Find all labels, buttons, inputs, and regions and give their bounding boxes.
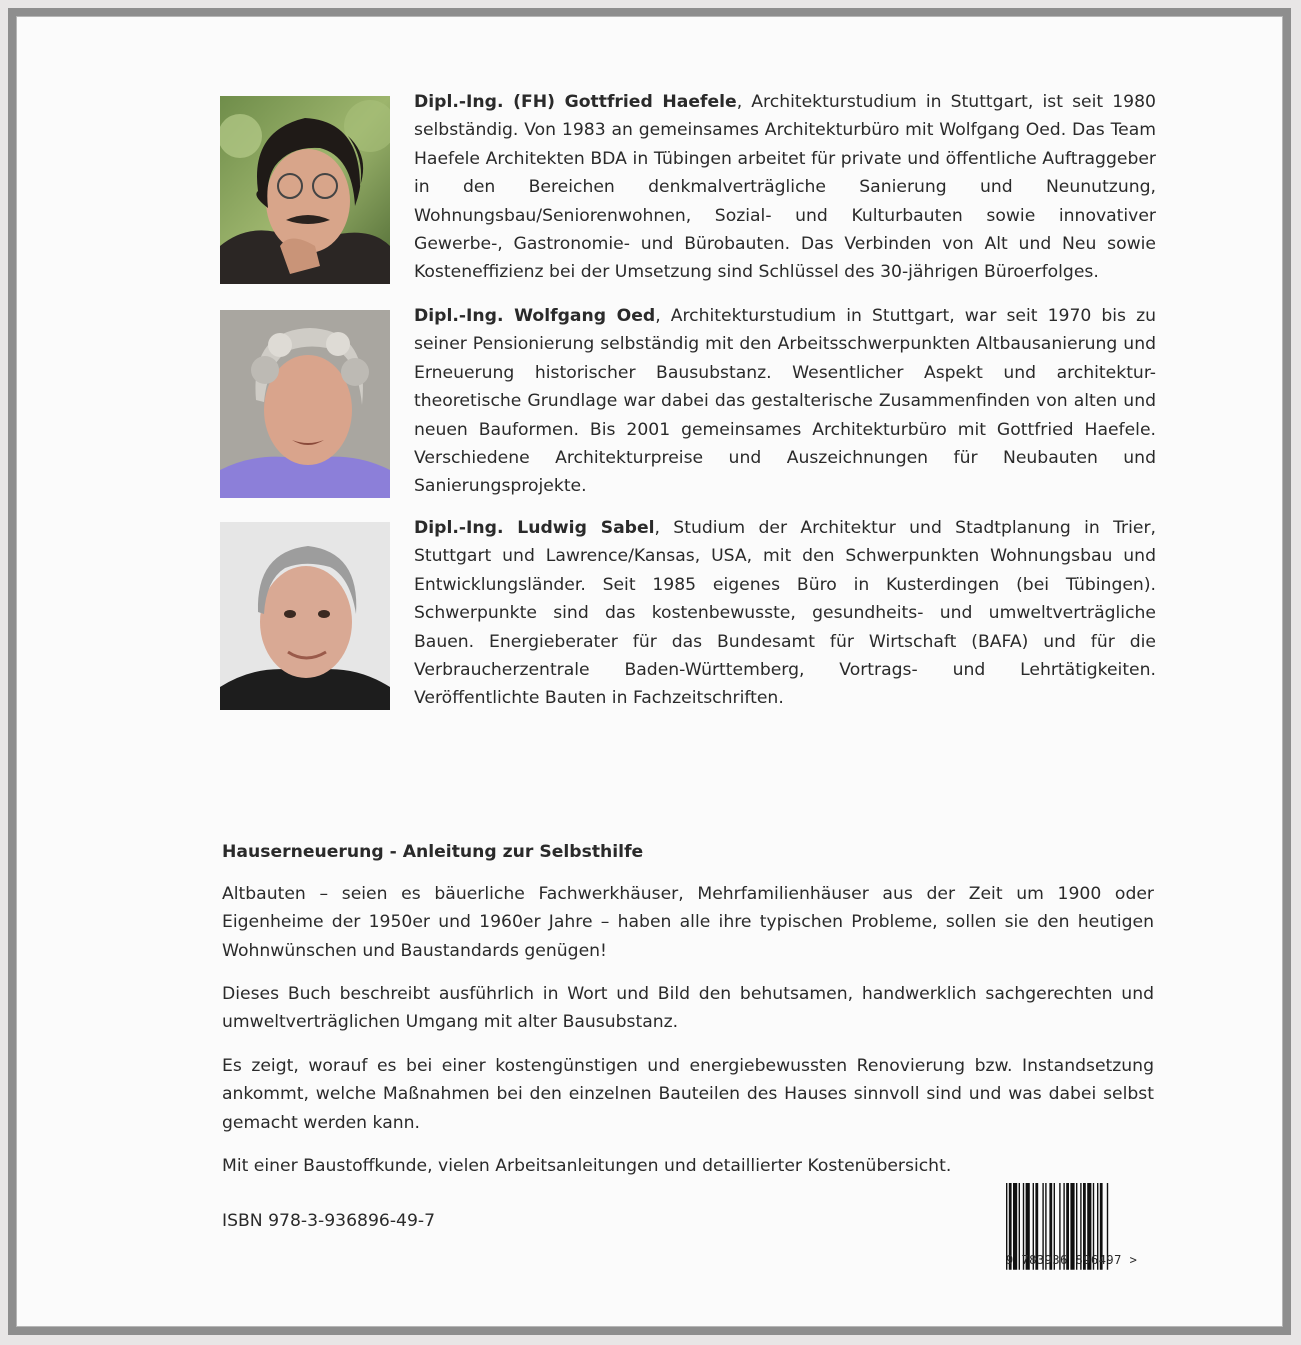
author-description: , Architekturstudium in Stuttgart, war seit 1970 bis zu seiner Pensionierung selbständig mit den Arbeitsschwerpunkten Altbausanierung und Erneuerung historischer Bausubstanz. Wesentlicher Aspekt und architektur-theoretische Grundlage war dabei das gestalterische Zusammenfinden von alten und neuen Bauformen. Bis 2001 gemeinsames Architekturbüro mit Gottfried Haefele. Verschiedene Architekturpreise und Auszeichnungen für Neubauten und Sanierungsprojekte. xyxy=(414,306,1156,497)
author-description: , Studium der Architektur und Stadtplanung in Trier, Stuttgart und Lawrence/Kansas, USA, mit den Schwerpunkten Wohnungsbau und Entwicklungsländer. Seit 1985 eigenes Büro in Kusterdingen (bei Tübingen). Schwerpunkte sind das kostenbewusste, gesundheits- und umweltverträgliche Bauen. Energieberater für das Bundesamt für Wirtschaft (BAFA) und für die Verbraucherzentrale Baden-Württemberg, Vortrags- und Lehrtätigkeiten. Veröffentlichte Bauten in Fachzeitschriften. xyxy=(414,518,1156,709)
book-back-cover xyxy=(8,8,1291,1335)
barcode-digits: 9 783936 896497 > xyxy=(1006,1253,1138,1267)
author-name: Dipl.-Ing. (FH) Gottfried Haefele xyxy=(414,92,737,112)
author-photo-oed xyxy=(220,310,390,498)
author-photo-sabel xyxy=(220,522,390,710)
portrait-photo-icon xyxy=(220,522,390,710)
portrait-photo-icon xyxy=(220,96,390,284)
blurb-paragraph: Mit einer Baustoffkunde, vielen Arbeitsanleitungen und detaillierter Kostenübersicht. xyxy=(222,1156,952,1176)
author-bio-text xyxy=(414,88,1156,287)
author-photo-haefele xyxy=(220,96,390,284)
blurb-paragraph: Altbauten – seien es bäuerliche Fachwerkhäuser, Mehrfamilienhäuser aus der Zeit um 1900 oder Eigenheime der 1950er und 1960er Jahre – haben alle ihre typischen Probleme, sollen sie den heutigen Wohnwünschen und Baustandards genügen! xyxy=(222,884,1154,961)
blurb-paragraph: Dieses Buch beschreibt ausführlich in Wort und Bild den behutsamen, handwerklich sachgerechten und umweltverträglichen Umgang mit alter Bausubstanz. xyxy=(222,984,1154,1033)
author-bio-text xyxy=(414,514,1156,713)
portrait-photo-icon xyxy=(220,310,390,498)
author-bio-text xyxy=(414,302,1156,501)
author-name: Dipl.-Ing. Wolfgang Oed xyxy=(414,306,656,326)
blurb-paragraph: Es zeigt, worauf es bei einer kostengünstigen und energiebewussten Renovierung bzw. Instandsetzung ankommt, welche Maßnahmen bei den einzelnen Bauteilen des Hauses sinnvoll sind und was dabei selbst gemacht werden kann. xyxy=(222,1056,1154,1133)
author-name: Dipl.-Ing. Ludwig Sabel xyxy=(414,518,655,538)
isbn: ISBN 978-3-936896-49-7 xyxy=(222,1211,436,1231)
book-title: Hauserneuerung - Anleitung zur Selbsthilfe xyxy=(222,842,644,862)
author-description: , Architekturstudium in Stuttgart, ist seit 1980 selbständig. Von 1983 an gemeinsames Architekturbüro mit Wolfgang Oed. Das Team Haefele Architekten BDA in Tübingen arbeitet für private und öffentliche Auftraggeber in den Bereichen denkmalverträgliche Sanierung und Neunutzung, Wohnungsbau/Seniorenwohnen, Sozial- und Kulturbauten sowie innovativer Gewerbe-, Gastronomie- und Bürobauten. Das Verbinden von Alt und Neu sowie Kosteneffizienz bei der Umsetzung sind Schlüssel des 30-jährigen Büroerfolges. xyxy=(414,92,1156,283)
